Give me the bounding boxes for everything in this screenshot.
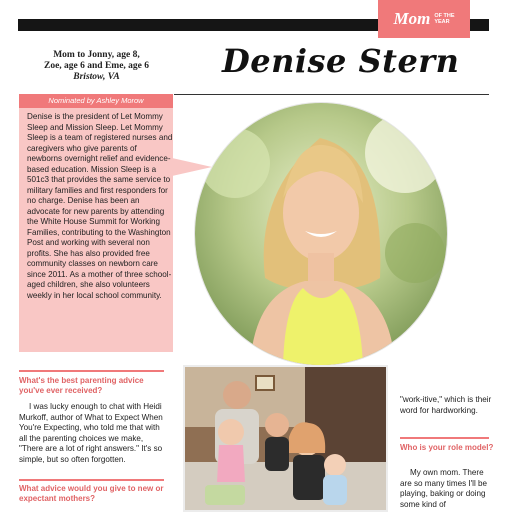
intro-line-2: Zoe, age 6 and Eme, age 6	[43, 61, 150, 71]
q2-top-rule	[19, 479, 164, 481]
intro-location: Bristow, VA	[73, 72, 120, 82]
right-col-continued: "work-itive," which is their word for hardworking.	[400, 395, 492, 415]
badge-of-the-year-text: OF THE YEAR	[434, 13, 455, 25]
q3-answer: My own mom. There are so many times I'll be playing, baking or doing some kind of	[400, 468, 488, 509]
nominated-banner: Nominated by Ashley Morow	[19, 94, 173, 108]
q2-question: What advice would you give to new or expectant mothers?	[19, 484, 164, 503]
page-title: Denise Stern	[222, 42, 460, 80]
divider-line	[174, 94, 489, 95]
badge-mom-text: Mom	[393, 9, 431, 28]
mom-of-the-year-badge	[378, 0, 470, 38]
q1-question: What's the best parenting advice you've ever received?	[19, 376, 144, 395]
q1-top-rule	[19, 370, 164, 372]
q1-answer: I was lucky enough to chat with Heidi Murkoff, author of What to Expect When You're Expecting, who told me that with all the parenting choices we make, "There are a lot of right answers." It's so simple, but so often forgotten.	[19, 402, 163, 464]
q3-question: Who is your role model?	[400, 443, 494, 452]
bio-text: Denise is the president of Let Mommy Sleep and Mission Sleep. Let Mommy Sleep is a team of registered nurses and caregivers who give parents of newborns overnight relief and evidence-based education. Mission Sleep is a 501c3 that provides the same service to military families and first responders for no charge. Denise has been an advocate for new parents by attending the White House Summit for Working Families, contributing to the Washington Post and working with several non profits. She has also provided free community classes on newborn care since 2011. As a mother of three school-aged children, she also volunteers weekly in her local school community.	[27, 112, 173, 300]
portrait-photo	[195, 103, 447, 365]
intro-line-1: Mom to Jonny, age 8,	[53, 50, 140, 60]
family-photo	[183, 365, 388, 512]
q3-top-rule	[400, 437, 489, 439]
intro-block	[24, 50, 169, 83]
bio-pointer	[172, 158, 212, 176]
